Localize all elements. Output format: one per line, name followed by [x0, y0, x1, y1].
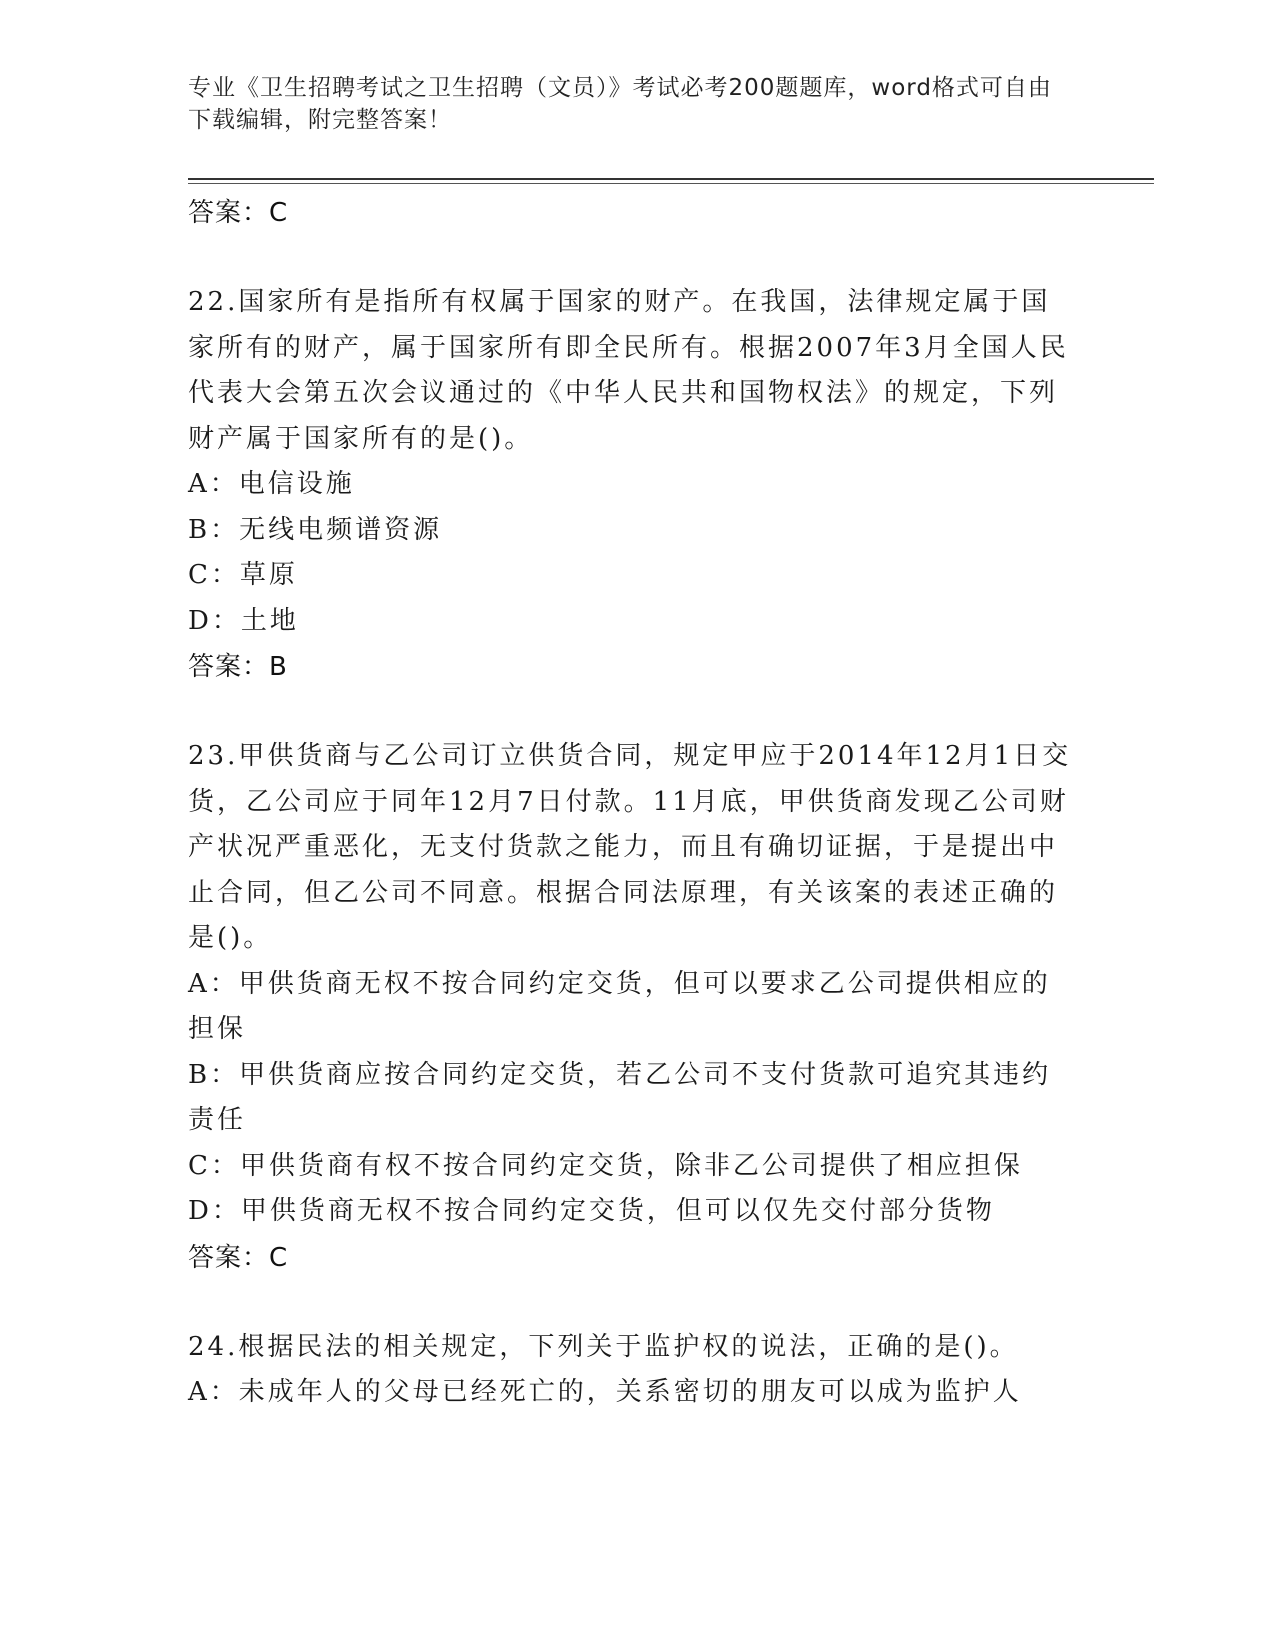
- question-block: [188, 1325, 1078, 1416]
- option-a: A：甲供货商无权不按合同约定交货，但可以要求乙公司提供相应的担保: [188, 968, 1051, 1044]
- option-c: C：甲供货商有权不按合同约定交货，除非乙公司提供了相应担保: [188, 1150, 1023, 1181]
- option-c: C：草原: [188, 560, 298, 590]
- header-divider: [188, 178, 1154, 180]
- question-stem: 24.根据民法的相关规定，下列关于监护权的说法，正确的是()。: [188, 1331, 1019, 1362]
- question-stem: 22.国家所有是指所有权属于国家的财产。在我国，法律规定属于国家所有的财产，属于国家所有即全民所有。根据2007年3月全国人民代表大会第五次会议通过的《中华人民共和国物权法》的规定，下列财产属于国家所有的是()。: [188, 287, 1069, 454]
- option-b: B：甲供货商应按合同约定交货，若乙公司不支付货款可追究其违约责任: [188, 1059, 1052, 1135]
- option-b: B：无线电频谱资源: [188, 514, 443, 545]
- option-a: A：电信设施: [188, 469, 355, 499]
- page-header: 专业《卫生招聘考试之卫生招聘（文员）》考试必考200题题库，word格式可自由下载编辑，附完整答案！: [188, 75, 1052, 133]
- option-d: D：土地: [188, 605, 299, 636]
- option-a: A：未成年人的父母已经死亡的，关系密切的朋友可以成为监护人: [188, 1377, 1022, 1407]
- answer-line: 答案：B: [188, 652, 288, 682]
- spacer: [188, 690, 1078, 734]
- option-d: D：甲供货商无权不按合同约定交货，但可以仅先交付部分货物: [188, 1196, 995, 1226]
- question-block: [188, 280, 1078, 690]
- question-stem: 23.甲供货商与乙公司订立供货合同，规定甲应于2014年12月1日交货，乙公司应于同年12月7日付款。11月底，甲供货商发现乙公司财产状况严重恶化，无支付货款之能力，而且有确切证据，于是提出中止合同，但乙公司不同意。根据合同法原理，有关该案的表述正确的是()。: [188, 741, 1072, 953]
- spacer: [188, 1281, 1078, 1325]
- spacer: [188, 236, 1078, 280]
- header-divider-thin: [188, 183, 1154, 184]
- answer-line: 答案：C: [188, 1242, 289, 1273]
- question-block: [188, 734, 1078, 1281]
- document-body: [188, 190, 1078, 1416]
- answer-line: 答案：C: [188, 198, 289, 228]
